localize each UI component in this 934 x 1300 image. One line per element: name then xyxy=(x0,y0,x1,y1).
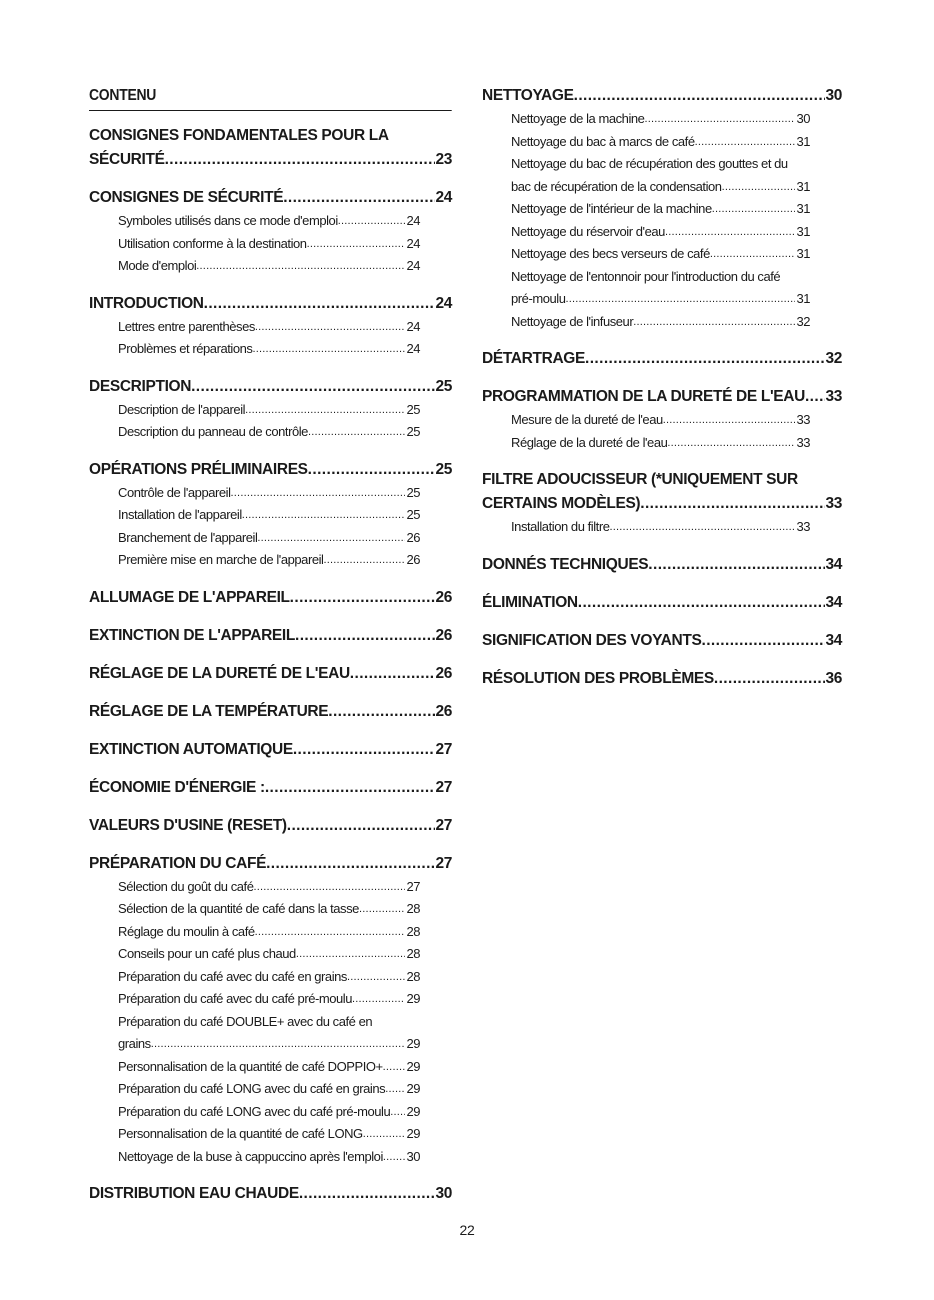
toc-title: CONTENU xyxy=(89,84,452,111)
dot-leader xyxy=(714,667,826,691)
toc-subentry-page: 31 xyxy=(796,291,810,306)
toc-subentry[interactable] xyxy=(118,316,420,339)
toc-subentry-page: 33 xyxy=(796,519,810,534)
toc-subentry[interactable] xyxy=(118,988,420,1011)
toc-section xyxy=(89,814,452,838)
toc-subentry-title: grains xyxy=(118,1036,151,1051)
toc-section xyxy=(482,385,842,454)
dot-leader xyxy=(665,221,796,244)
toc-subentry-title: Nettoyage des becs verseurs de café xyxy=(511,246,710,261)
toc-subentry[interactable] xyxy=(118,1033,420,1056)
toc-subentry[interactable] xyxy=(118,1101,420,1124)
dot-leader xyxy=(308,421,405,444)
toc-heading-page: 27 xyxy=(435,778,452,796)
dot-leader xyxy=(287,814,436,838)
toc-subentry-title: Nettoyage de la machine xyxy=(511,111,645,126)
toc-heading[interactable] xyxy=(89,1182,452,1206)
toc-subentry-title: Utilisation conforme à la destination xyxy=(118,235,307,251)
dot-leader xyxy=(151,1033,406,1056)
toc-heading-page: 30 xyxy=(435,1185,452,1202)
toc-heading-page: 24 xyxy=(435,294,452,312)
toc-subentry[interactable] xyxy=(511,131,810,154)
toc-subentry[interactable] xyxy=(118,233,420,256)
toc-subentry[interactable] xyxy=(118,504,420,527)
toc-heading-page: 33 xyxy=(825,495,842,512)
toc-heading-title: DESCRIPTION xyxy=(89,377,192,395)
toc-subentry-title-line1: Nettoyage de l'entonnoir pour l'introduction du café xyxy=(511,268,781,284)
toc-heading[interactable] xyxy=(482,629,842,653)
toc-section xyxy=(89,1182,452,1206)
toc-subentry[interactable] xyxy=(118,943,420,966)
dot-leader xyxy=(283,186,435,210)
toc-subentry-title: Mesure de la dureté de l'eau xyxy=(511,412,663,427)
toc-subentry[interactable] xyxy=(118,549,420,572)
toc-section xyxy=(482,591,842,615)
toc-heading-title: EXTINCTION AUTOMATIQUE xyxy=(89,740,293,758)
toc-subentry-title: Préparation du café avec du café en grains xyxy=(118,968,347,984)
toc-subentry-title: Installation de l'appareil xyxy=(118,507,242,522)
dot-leader xyxy=(293,738,436,762)
dot-leader xyxy=(667,432,795,455)
toc-subentry[interactable] xyxy=(118,1146,420,1169)
toc-heading-title: ÉLIMINATION xyxy=(482,593,578,611)
toc-section xyxy=(89,124,452,172)
toc-subentry-page: 28 xyxy=(406,968,420,984)
toc-heading-title: RÉGLAGE DE LA DURETÉ DE L'EAU xyxy=(89,664,350,682)
toc-subentry-title: Nettoyage de l'infuseur xyxy=(511,313,634,329)
toc-left-sections xyxy=(89,124,452,1206)
toc-section xyxy=(89,186,452,278)
toc-subentry[interactable] xyxy=(511,409,810,432)
toc-section xyxy=(89,586,452,610)
toc-subentry-title: bac de récupération de la condensation xyxy=(511,178,722,194)
dot-leader xyxy=(308,458,436,482)
toc-heading-title: SÉCURITÉ xyxy=(89,151,165,168)
dot-leader xyxy=(253,876,405,899)
toc-heading-page: 26 xyxy=(435,702,452,720)
toc-heading-page: 36 xyxy=(825,669,842,687)
toc-subentry-title: Préparation du café avec du café pré-moulu xyxy=(118,991,353,1006)
toc-subentry-page: 30 xyxy=(406,1148,420,1164)
toc-heading-title: PRÉPARATION DU CAFÉ xyxy=(89,854,267,872)
toc-heading-title: DÉTARTRAGE xyxy=(482,350,585,367)
toc-section xyxy=(89,458,452,572)
toc-heading-title: INTRODUCTION xyxy=(89,294,204,312)
toc-subentry-page: 29 xyxy=(406,1081,420,1096)
toc-heading[interactable] xyxy=(482,347,842,371)
toc-subentry-page: 26 xyxy=(406,552,420,567)
toc-subentry[interactable] xyxy=(118,898,420,921)
toc-subentry-page: 33 xyxy=(796,412,810,427)
dot-leader xyxy=(805,385,825,409)
dot-leader xyxy=(328,700,435,724)
toc-subentry-page: 31 xyxy=(796,133,810,149)
toc-subentry-page: 25 xyxy=(406,484,420,500)
dot-leader xyxy=(722,176,796,199)
dot-leader xyxy=(307,233,406,256)
toc-heading-title: EXTINCTION DE L'APPAREIL xyxy=(89,626,295,644)
toc-subentry[interactable] xyxy=(118,921,420,944)
toc-heading-title: OPÉRATIONS PRÉLIMINAIRES xyxy=(89,460,308,478)
toc-subentry-page: 30 xyxy=(796,111,810,126)
dot-leader xyxy=(648,553,825,577)
toc-subentry-page: 28 xyxy=(406,946,420,961)
toc-section xyxy=(89,624,452,648)
toc-subentry-title: Symboles utilisés dans ce mode d'emploi xyxy=(118,213,338,228)
dot-leader xyxy=(710,243,796,266)
dot-leader xyxy=(347,966,405,989)
toc-subentry-title-line1: Préparation du café DOUBLE+ avec du café en xyxy=(118,1013,373,1029)
toc-section xyxy=(89,662,452,686)
dot-leader xyxy=(578,591,826,615)
dot-leader xyxy=(663,409,796,432)
dot-leader xyxy=(610,516,796,539)
dot-leader xyxy=(385,1078,405,1101)
toc-subentry-page: 33 xyxy=(796,434,810,450)
dot-leader xyxy=(695,131,796,154)
toc-subentry[interactable] xyxy=(118,1078,420,1101)
toc-subentry[interactable] xyxy=(511,311,810,334)
dot-leader xyxy=(712,198,796,221)
toc-subentry-page: 27 xyxy=(406,878,420,894)
dot-leader xyxy=(204,292,436,316)
toc-heading-page: 27 xyxy=(435,816,452,834)
toc-heading[interactable] xyxy=(89,852,452,876)
dot-leader xyxy=(383,1056,406,1079)
dot-leader xyxy=(196,255,405,278)
toc-heading[interactable] xyxy=(89,814,452,838)
dot-leader xyxy=(290,586,436,610)
toc-subentry-title: Problèmes et réparations xyxy=(118,341,253,356)
toc-right-column xyxy=(482,84,842,705)
toc-subentry[interactable] xyxy=(511,288,810,311)
toc-heading-title: SIGNIFICATION DES VOYANTS xyxy=(482,631,702,649)
toc-section xyxy=(482,468,842,539)
toc-subentry-page: 29 xyxy=(406,1126,420,1141)
toc-heading-title: VALEURS D'USINE (RESET) xyxy=(89,816,287,834)
toc-subentry-page: 31 xyxy=(796,223,810,239)
dot-leader xyxy=(338,210,406,233)
toc-subentry[interactable] xyxy=(511,108,810,131)
dot-leader xyxy=(165,148,436,172)
dot-leader xyxy=(574,84,826,108)
toc-heading-title: CONSIGNES DE SÉCURITÉ xyxy=(89,189,284,206)
toc-heading-page: 34 xyxy=(825,631,842,649)
toc-subentry-page: 24 xyxy=(406,341,420,356)
toc-heading-title: DISTRIBUTION EAU CHAUDE xyxy=(89,1185,299,1202)
toc-subentry[interactable] xyxy=(511,243,810,266)
toc-subentry-title: Préparation du café LONG avec du café en grains xyxy=(118,1081,386,1096)
toc-subentry-title: Description du panneau de contrôle xyxy=(118,424,308,439)
toc-heading-title: NETTOYAGE xyxy=(482,87,574,104)
toc-heading[interactable] xyxy=(89,586,452,610)
toc-subentry-page: 25 xyxy=(406,507,420,522)
dot-leader xyxy=(640,492,825,516)
toc-heading-page: 30 xyxy=(825,87,842,104)
toc-heading-page: 34 xyxy=(825,593,842,611)
toc-section xyxy=(482,553,842,577)
toc-heading[interactable] xyxy=(89,662,452,686)
dot-leader xyxy=(295,624,435,648)
toc-subentry-page: 28 xyxy=(406,923,420,939)
toc-subentry[interactable] xyxy=(118,399,420,422)
toc-subentry[interactable] xyxy=(511,198,810,221)
toc-subentry[interactable] xyxy=(118,1056,420,1079)
toc-subentry-page: 29 xyxy=(406,1103,420,1119)
toc-section xyxy=(89,292,452,361)
toc-section xyxy=(482,347,842,371)
toc-heading-page: 34 xyxy=(825,555,842,573)
toc-subentry-title: Sélection du goût du café xyxy=(118,878,254,894)
toc-section xyxy=(89,375,452,444)
toc-subentry[interactable] xyxy=(118,482,420,505)
toc-subentry[interactable] xyxy=(118,876,420,899)
dot-leader xyxy=(350,662,436,686)
toc-subentry-page: 29 xyxy=(406,991,420,1006)
dot-leader xyxy=(390,1101,405,1124)
dot-leader xyxy=(565,288,795,311)
page-number: 22 xyxy=(459,1222,475,1238)
toc-subentry-title-line1: Nettoyage du bac de récupération des gouttes et du xyxy=(511,156,788,171)
toc-subentry-title: pré-moulu xyxy=(511,291,566,306)
toc-subentry[interactable] xyxy=(118,527,420,550)
toc-heading[interactable] xyxy=(482,553,842,577)
toc-subentry-title: Installation du filtre xyxy=(511,519,610,534)
toc-subentry-title: Conseils pour un café plus chaud xyxy=(118,946,296,961)
toc-subentry[interactable] xyxy=(118,338,420,361)
toc-section xyxy=(89,738,452,762)
toc-subentry-page: 31 xyxy=(796,201,810,216)
toc-heading-page: 26 xyxy=(435,626,452,644)
dot-leader xyxy=(266,852,435,876)
toc-heading-title: RÉSOLUTION DES PROBLÈMES xyxy=(482,669,714,687)
toc-heading-title-line1: FILTRE ADOUCISSEUR (*UNIQUEMENT SUR xyxy=(482,471,798,488)
toc-section xyxy=(89,700,452,724)
toc-subentry-title: Réglage du moulin à café xyxy=(118,923,255,939)
dot-leader xyxy=(633,311,795,334)
toc-heading[interactable] xyxy=(89,458,452,482)
dot-leader xyxy=(701,629,825,653)
toc-heading[interactable] xyxy=(89,738,452,762)
toc-subentry-page: 29 xyxy=(406,1036,420,1051)
dot-leader xyxy=(324,549,406,572)
dot-leader xyxy=(359,898,406,921)
toc-subentry-title: Lettres entre parenthèses xyxy=(118,318,255,334)
toc-subentry-title: Branchement de l'appareil xyxy=(118,529,258,545)
toc-heading-title: CERTAINS MODÈLES) xyxy=(482,495,641,512)
toc-heading[interactable] xyxy=(89,375,452,399)
toc-heading-page: 27 xyxy=(435,854,452,872)
toc-heading-title: PROGRAMMATION DE LA DURETÉ DE L'EAU xyxy=(482,388,805,405)
toc-subentry[interactable] xyxy=(118,966,420,989)
toc-heading[interactable] xyxy=(89,776,452,800)
toc-section xyxy=(89,776,452,800)
dot-leader xyxy=(383,1146,406,1169)
toc-subentry[interactable] xyxy=(118,1123,420,1146)
toc-heading-page: 25 xyxy=(435,460,452,478)
toc-subentry-page: 31 xyxy=(796,178,810,194)
dot-leader xyxy=(242,504,406,527)
toc-heading-page: 24 xyxy=(435,189,452,206)
toc-heading-title: ÉCONOMIE D'ÉNERGIE : xyxy=(89,778,265,796)
toc-heading[interactable] xyxy=(89,292,452,316)
toc-heading-title: ALLUMAGE DE L'APPAREIL xyxy=(89,588,290,606)
toc-subentry-title: Nettoyage de l'intérieur de la machine xyxy=(511,201,712,216)
toc-subentry-title: Nettoyage du réservoir d'eau xyxy=(511,223,665,239)
toc-heading[interactable] xyxy=(482,667,842,691)
toc-subentry[interactable] xyxy=(118,255,420,278)
dot-leader xyxy=(257,527,405,550)
toc-subentry-title: Personnalisation de la quantité de café DOPPIO+ xyxy=(118,1058,383,1074)
toc-subentry[interactable] xyxy=(118,421,420,444)
toc-subentry-title: Mode d'emploi xyxy=(118,258,197,273)
toc-subentry-page: 32 xyxy=(796,313,810,329)
toc-subentry[interactable] xyxy=(118,210,420,233)
toc-subentry-page: 24 xyxy=(406,258,420,273)
toc-subentry[interactable] xyxy=(511,176,810,199)
toc-heading-title: RÉGLAGE DE LA TEMPÉRATURE xyxy=(89,702,329,720)
toc-subentry-page: 24 xyxy=(406,213,420,228)
dot-leader xyxy=(265,776,436,800)
toc-subentry-page: 25 xyxy=(406,401,420,417)
dot-leader xyxy=(231,482,406,505)
toc-subentry-title: Contrôle de l'appareil xyxy=(118,484,231,500)
toc-subentry-page: 24 xyxy=(406,235,420,251)
toc-heading[interactable] xyxy=(89,148,452,172)
toc-heading[interactable] xyxy=(89,624,452,648)
toc-left-column xyxy=(89,84,452,1220)
toc-subentry-title: Sélection de la quantité de café dans la tasse xyxy=(118,901,359,916)
dot-leader xyxy=(245,399,405,422)
toc-subentry[interactable] xyxy=(511,432,810,455)
dot-leader xyxy=(255,921,406,944)
toc-subentry-title: Description de l'appareil xyxy=(118,401,246,417)
toc-heading-page: 25 xyxy=(435,377,452,395)
toc-heading-page: 27 xyxy=(435,740,452,758)
toc-subentry-page: 25 xyxy=(406,424,420,439)
toc-subentry-page: 29 xyxy=(406,1058,420,1074)
toc-heading[interactable] xyxy=(482,492,842,516)
dot-leader xyxy=(255,316,406,339)
toc-heading-page: 33 xyxy=(825,388,842,405)
toc-subentry-title: Personnalisation de la quantité de café LONG xyxy=(118,1126,363,1141)
toc-heading-page: 26 xyxy=(435,588,452,606)
toc-heading-title: DONNÉS TECHNIQUES xyxy=(482,555,649,573)
dot-leader xyxy=(644,108,795,131)
dot-leader xyxy=(191,375,435,399)
dot-leader xyxy=(352,988,405,1011)
toc-subentry-page: 24 xyxy=(406,318,420,334)
toc-section xyxy=(89,852,452,1169)
toc-section xyxy=(482,84,842,333)
toc-heading-page: 26 xyxy=(435,664,452,682)
dot-leader xyxy=(252,338,405,361)
toc-heading-page: 32 xyxy=(825,350,842,367)
toc-heading[interactable] xyxy=(89,186,452,210)
dot-leader xyxy=(296,943,406,966)
toc-heading[interactable] xyxy=(482,84,842,108)
toc-subentry[interactable] xyxy=(511,516,810,539)
toc-heading[interactable] xyxy=(482,385,842,409)
toc-subentry-page: 28 xyxy=(406,901,420,916)
toc-heading-page: 23 xyxy=(435,151,452,168)
toc-subentry[interactable] xyxy=(511,221,810,244)
toc-subentry-title: Première mise en marche de l'appareil xyxy=(118,552,324,567)
toc-heading[interactable] xyxy=(89,700,452,724)
toc-heading-title-line1: CONSIGNES FONDAMENTALES POUR LA xyxy=(89,127,389,144)
toc-section xyxy=(482,667,842,691)
toc-subentry-title: Réglage de la dureté de l'eau xyxy=(511,434,668,450)
toc-subentry-title: Préparation du café LONG avec du café pré-moulu xyxy=(118,1103,391,1119)
dot-leader xyxy=(585,347,825,371)
dot-leader xyxy=(299,1182,436,1206)
toc-subentry-title: Nettoyage de la buse à cappuccino après l'emploi xyxy=(118,1148,383,1164)
toc-subentry-page: 26 xyxy=(406,529,420,545)
dot-leader xyxy=(363,1123,406,1146)
toc-section xyxy=(482,629,842,653)
toc-subentry-page: 31 xyxy=(796,246,810,261)
toc-heading[interactable] xyxy=(482,591,842,615)
toc-right-sections xyxy=(482,84,842,691)
toc-subentry-title: Nettoyage du bac à marcs de café xyxy=(511,133,695,149)
